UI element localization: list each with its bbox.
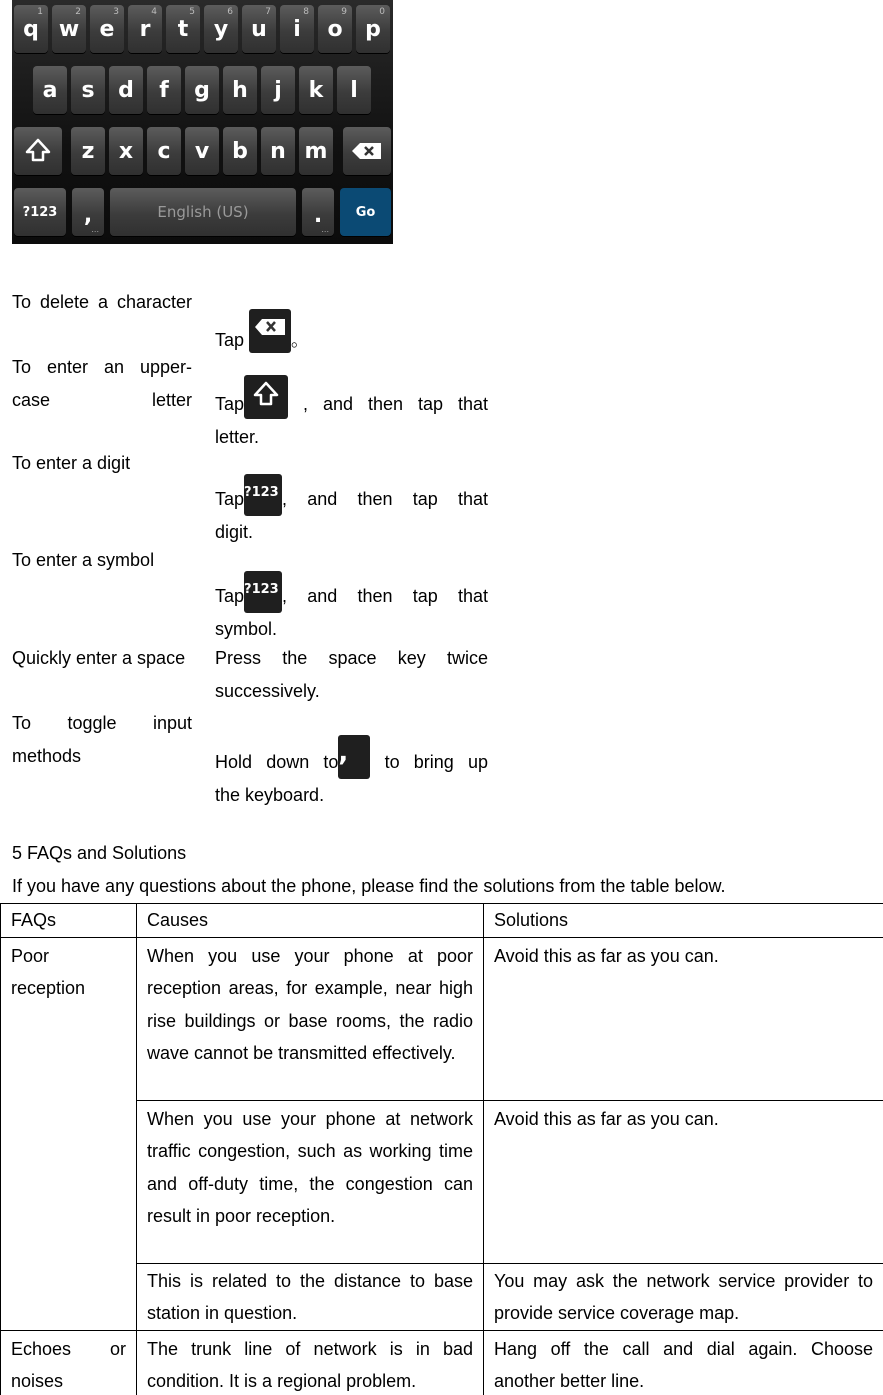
key-hint: 4 bbox=[151, 7, 157, 17]
go-key[interactable]: Go bbox=[340, 188, 391, 236]
key-s[interactable]: s bbox=[71, 66, 105, 114]
key-letter: r bbox=[139, 16, 151, 42]
key-h[interactable]: h bbox=[223, 66, 257, 114]
key-x[interactable]: x bbox=[109, 127, 143, 175]
shift-key[interactable] bbox=[14, 127, 62, 175]
instruction-desc-digit bbox=[215, 474, 488, 549]
instruction-desc-symbol bbox=[215, 571, 488, 646]
key-letter: u bbox=[251, 16, 267, 42]
key-w[interactable] bbox=[52, 5, 86, 53]
comma-label: , bbox=[83, 203, 93, 228]
key-n[interactable]: n bbox=[261, 127, 295, 175]
header-causes: Causes bbox=[137, 904, 484, 938]
key-y[interactable] bbox=[204, 5, 238, 53]
desc-rest: , and then tap that bbox=[288, 394, 488, 414]
instruction-action-space: Quickly enter a space bbox=[12, 648, 186, 668]
key-letter: o bbox=[327, 16, 343, 42]
solution-cell: You may ask the network service provider to provide service coverage map. bbox=[484, 1263, 883, 1330]
key-o[interactable] bbox=[318, 5, 352, 53]
key-letter: y bbox=[213, 16, 229, 42]
keyboard-row-1 bbox=[12, 5, 393, 55]
key-letter: i bbox=[293, 16, 301, 42]
comma-key-icon bbox=[338, 735, 370, 779]
end-punctuation: 。 bbox=[291, 330, 310, 350]
desc-line-2: digit. bbox=[215, 522, 254, 542]
tap-label: Tap bbox=[215, 489, 245, 509]
instruction-action-delete: To delete a character bbox=[12, 292, 192, 312]
comma-glyph: , bbox=[338, 738, 349, 768]
key-hint: 3 bbox=[113, 7, 119, 17]
instruction-action-toggle: To toggle input methods bbox=[12, 713, 192, 766]
table-row bbox=[1, 1330, 883, 1395]
cause-cell: The trunk line of network is in bad condition. It is a regional problem. bbox=[137, 1330, 484, 1395]
key-hint: 2 bbox=[75, 7, 81, 17]
key-hint: 1 bbox=[37, 7, 43, 17]
key-b[interactable]: b bbox=[223, 127, 257, 175]
symbols-key-icon: ?123 bbox=[244, 571, 282, 613]
desc-line-2: letter. bbox=[215, 427, 260, 447]
backspace-icon bbox=[351, 141, 383, 161]
desc-line-1 bbox=[215, 571, 488, 613]
keyboard-row-3 bbox=[12, 127, 393, 177]
instruction-action-uppercase: To enter an upper-case letter bbox=[12, 357, 192, 410]
faq-table bbox=[0, 903, 883, 1395]
symbols-key[interactable]: ?123 bbox=[14, 188, 66, 236]
period-label: . bbox=[313, 203, 323, 228]
header-solutions: Solutions bbox=[484, 904, 883, 938]
key-hint: 5 bbox=[189, 7, 195, 17]
space-key[interactable]: English (US) bbox=[110, 188, 296, 236]
desc-pre: Hold down to bbox=[215, 752, 339, 772]
cause-cell: When you use your phone at network traffic congestion, such as working time and off-duty time, the congestion can result in poor reception. bbox=[137, 1100, 484, 1263]
backspace-key[interactable] bbox=[343, 127, 391, 175]
desc-line-2: the keyboard. bbox=[215, 785, 325, 805]
instruction-action-symbol: To enter a symbol bbox=[12, 550, 155, 570]
key-i[interactable] bbox=[280, 5, 314, 53]
key-hint: 0 bbox=[379, 7, 385, 17]
comma-key[interactable]: , ... bbox=[72, 188, 104, 236]
section-intro: If you have any questions about the phone, please find the solutions from the table below. bbox=[12, 876, 726, 896]
keyboard-row-2 bbox=[12, 66, 393, 116]
desc-rest: , and then tap that bbox=[282, 586, 488, 606]
faq-cell: Poor reception bbox=[1, 937, 137, 1330]
key-c[interactable]: c bbox=[147, 127, 181, 175]
solution-cell: Avoid this as far as you can. bbox=[484, 1100, 883, 1263]
tap-label: Tap bbox=[215, 394, 245, 414]
shift-arrow-icon bbox=[24, 137, 52, 165]
key-j[interactable]: j bbox=[261, 66, 295, 114]
shift-icon bbox=[244, 375, 288, 419]
key-r[interactable] bbox=[128, 5, 162, 53]
key-f[interactable]: f bbox=[147, 66, 181, 114]
key-z[interactable]: z bbox=[71, 127, 105, 175]
period-key[interactable]: . ... bbox=[302, 188, 334, 236]
key-e[interactable] bbox=[90, 5, 124, 53]
desc-line-1 bbox=[215, 377, 488, 421]
key-t[interactable] bbox=[166, 5, 200, 53]
key-letter: w bbox=[58, 16, 80, 42]
key-letter: p bbox=[365, 16, 381, 42]
instruction-desc-uppercase bbox=[215, 377, 488, 454]
key-letter: e bbox=[99, 16, 115, 42]
key-k[interactable]: k bbox=[299, 66, 333, 114]
backspace-icon bbox=[249, 309, 291, 353]
desc-line-1 bbox=[215, 474, 488, 516]
header-faqs: FAQs bbox=[1, 904, 137, 938]
keyboard-row-4 bbox=[12, 188, 393, 238]
cause-cell: When you use your phone at poor reception areas, for example, near high rise buildings or base rooms, the radio wave cannot be transmitted effectively. bbox=[137, 937, 484, 1100]
solution-cell: Hang off the call and dial again. Choose another better line. bbox=[484, 1330, 883, 1395]
symbols-key-icon: ?123 bbox=[244, 474, 282, 516]
desc-rest: , and then tap that bbox=[282, 489, 488, 509]
desc-rest: to bring up bbox=[370, 752, 488, 772]
faq-cell: Echoes or noises bbox=[1, 1330, 137, 1395]
keyboard-image bbox=[12, 0, 393, 244]
tap-label: Tap bbox=[215, 586, 245, 606]
key-p[interactable] bbox=[356, 5, 390, 53]
instruction-desc-space: Press the space key twice successively. bbox=[215, 648, 488, 701]
tap-label: Tap bbox=[215, 330, 245, 350]
key-hint: 6 bbox=[227, 7, 233, 17]
key-a[interactable]: a bbox=[33, 66, 67, 114]
key-letter: q bbox=[23, 16, 39, 42]
solution-cell: Avoid this as far as you can. bbox=[484, 937, 883, 1100]
section-title: 5 FAQs and Solutions bbox=[12, 843, 187, 863]
key-q[interactable] bbox=[14, 5, 48, 53]
key-v[interactable]: v bbox=[185, 127, 219, 175]
table-row bbox=[1, 937, 883, 1100]
key-hint: 9 bbox=[341, 7, 347, 17]
key-hint: 8 bbox=[303, 7, 309, 17]
key-hint: 7 bbox=[265, 7, 271, 17]
key-m[interactable]: m bbox=[299, 127, 333, 175]
desc-line-2: symbol. bbox=[215, 619, 278, 639]
cause-cell: This is related to the distance to base station in question. bbox=[137, 1263, 484, 1330]
key-d[interactable]: d bbox=[109, 66, 143, 114]
key-u[interactable] bbox=[242, 5, 276, 53]
key-g[interactable]: g bbox=[185, 66, 219, 114]
desc-line-1 bbox=[215, 735, 488, 779]
table-header-row bbox=[1, 904, 883, 938]
instruction-action-digit: To enter a digit bbox=[12, 453, 131, 473]
key-l[interactable]: l bbox=[337, 66, 371, 114]
instruction-desc-toggle bbox=[215, 735, 488, 812]
key-letter: t bbox=[177, 16, 189, 42]
instruction-desc-delete bbox=[215, 313, 488, 357]
